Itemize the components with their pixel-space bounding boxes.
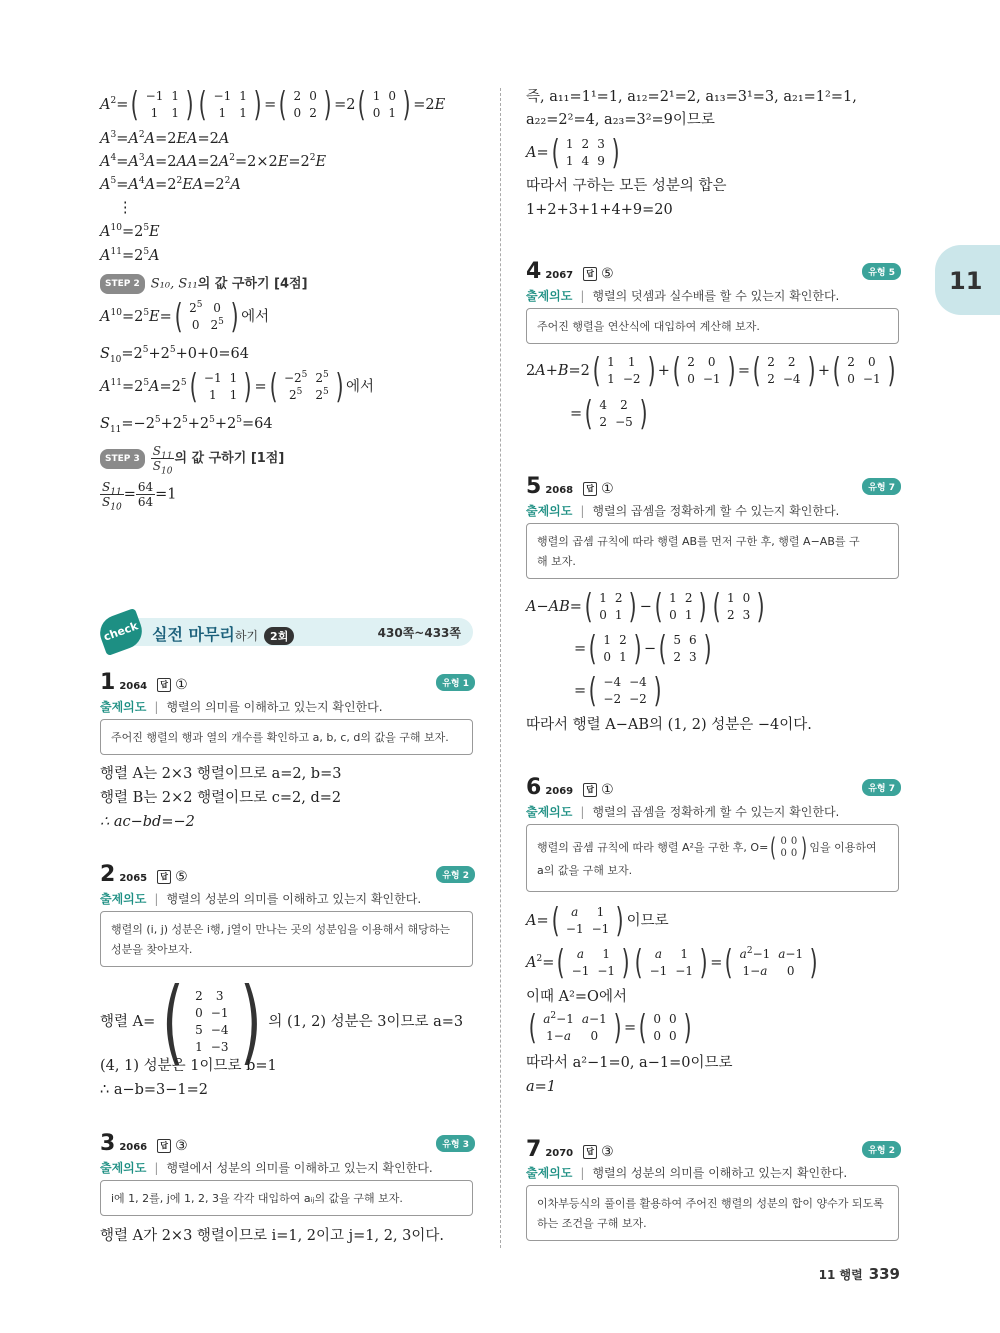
chapter-number: 11 [949,267,983,295]
type-badge: 유형 2 [862,1141,901,1158]
q1-line-3: ∴ ac−bd=−2 [100,814,195,830]
banner-pages: 430쪽~433쪽 [377,626,461,640]
answer-icon: 답 [583,1145,597,1159]
answer-icon: 답 [583,482,597,496]
question-6-hint: 행렬의 곱셈 규칙에 따라 행렬 A²을 구한 후, O= ( 0 0 0 0 ) 임을 이용하여 a의 값을 구해 보자. [526,824,899,892]
answer-icon: 답 [157,870,171,884]
eq-a3: $A^3=A^2A=2EA=2A$ [100,130,230,147]
q5-eq-1: A−AB= ( 1 2 0 1 ) − ( 1 2 0 1 ) ( 1 0 2 3 ) [526,587,765,627]
question-6-intent: 출제의도 | 행렬의 곱셈을 정확하게 할 수 있는지 확인한다. [526,805,840,819]
question-5-intent: 출제의도 | 행렬의 곱셈을 정확하게 할 수 있는지 확인한다. [526,504,840,518]
answer-icon: 답 [583,783,597,797]
type-badge: 유형 5 [862,263,901,280]
type-badge: 유형 7 [862,478,901,495]
question-1-hint: 주어진 행렬의 행과 열의 개수를 확인하고 a, b, c, d의 값을 구해 보자. [100,719,473,755]
question-2-intent: 출제의도 | 행렬의 성분의 의미를 이해하고 있는지 확인한다. [100,892,422,906]
type-badge: 유형 2 [436,866,475,883]
eq-a5: $A^5=A^4A=2^2EA=2^2A$ [100,176,241,193]
question-2-header: 2 2065 답 ⑤ 유형 2 [100,862,475,886]
q1-line-1: 행렬 A는 2×3 행렬이므로 a=2, b=3 [100,766,342,782]
q5-eq-2: = ( 1 2 0 1 ) − ( 5 6 2 3 ) [574,629,712,669]
rt-line-3: 따라서 구하는 모든 성분의 합은 [526,178,727,194]
eq-s10: $S_{10}=2^5+2^5+0+0=64$ [100,345,249,365]
question-5-hint: 행렬의 곱셈 규칙에 따라 행렬 AB를 먼저 구한 후, 행렬 A−AB를 구 해 보자. [526,523,899,579]
q5-eq-3: = ( −4 −4 −2 −2 ) [574,671,662,711]
check-tag: check [95,608,147,656]
q4-eq-1: 2A+B=2 ( 1 1 1 −2 ) + ( 2 0 0 −1 ) = ( 2 2 2 −4 ) + ( 2 0 0 −1 ) [526,351,896,391]
eq-a11: $A^{11}=2^5A$ [100,247,160,264]
q6-line-1: 따라서 a²−1=0, a−1=0이므로 [526,1055,733,1071]
round-badge: 2회 [264,627,294,645]
q3-line-1: 행렬 A가 2×3 행렬이므로 i=1, 2이고 j=1, 2, 3이다. [100,1228,445,1244]
rt-line-1: 즉, a₁₁=1¹=1, a₁₂=2¹=2, a₁₃=3¹=3, a₂₁=1²=1, [526,89,857,105]
question-7-intent: 출제의도 | 행렬의 성분의 의미를 이해하고 있는지 확인한다. [526,1166,848,1180]
chapter-tab [935,245,1000,315]
eq-s11: $S_{11}=-2^5+2^5+2^5+2^5=64$ [100,415,273,435]
question-3-hint: i에 1, 2를, j에 1, 2, 3을 각각 대입하여 aᵢⱼ의 값을 구해 보자. [100,1180,473,1216]
question-6-header: 6 2069 답 ① 유형 7 [526,775,901,799]
step3-badge: STEP 3 [100,449,145,469]
type-badge: 유형 1 [436,674,475,691]
question-3-header: 3 2066 답 ③ 유형 3 [100,1131,475,1155]
q5-line-1: 따라서 행렬 A−AB의 (1, 2) 성분은 −4이다. [526,717,812,733]
question-2-hint: 행렬의 (i, j) 성분은 i행, j열이 만나는 곳의 성분임을 이용해서 해당하는 성분을 찾아보자. [100,911,473,967]
q6-eq-zero: ( $a^2-1$ a−1 1−a 0 ) = ( 0 0 0 0 ) [528,1008,692,1048]
rt-line-2: a₂₂=2²=4, a₂₃=3²=9이므로 [526,112,715,128]
type-badge: 유형 3 [436,1135,475,1152]
step2-heading: STEP 2 S₁₀, S₁₁의 값 구하기 [4점] [100,274,308,294]
banner-title: 실전 마무리하기 2회 [152,622,294,645]
q6-eq-a2: $A^2=$ ( a 1 −1 −1 ) ( a 1 −1 −1 ) = ( $a^2-1$ a−1 1−a 0 ) [526,943,818,983]
q6-eq-a: A= ( a 1 −1 −1 ) 이므로 [526,901,669,941]
eq-a10: $A^{10}=2^5E$ [100,223,160,240]
question-7-header: 7 2070 답 ③ 유형 2 [526,1137,901,1161]
question-4-header: 4 2067 답 ⑤ 유형 5 [526,259,901,283]
step2-badge: STEP 2 [100,274,145,294]
question-4-intent: 출제의도 | 행렬의 덧셈과 실수배를 할 수 있는지 확인한다. [526,289,840,303]
eq-a2: $A^2=$ ( −1 1 1 1 ) ( −1 1 1 1 ) = ( 2 0 0 2 ) =2 ( 1 0 0 1 ) =2E [100,85,446,125]
q6-line-2: a=1 [526,1079,557,1095]
q6-line-ittae: 이때 A²=O에서 [526,989,627,1005]
answer-icon: 답 [157,678,171,692]
q2-line-1: (4, 1) 성분은 1이므로 b=1 [100,1058,277,1074]
footer-chapter: 11 행렬 [818,1268,863,1282]
column-divider [500,88,501,1248]
eq-a4: $A^4=A^3A=2AA=2A^2=2\times 2E=2^2E$ [100,153,327,170]
eq-a10-matrix: $A^{10}=2^5E=$ ( $2^5$ 0 0 $2^5$ ) 에서 [100,297,270,337]
type-badge: 유형 7 [862,779,901,796]
page-number: 339 [868,1265,900,1283]
eq-a11-matrix: $A^{11}=2^5A=2^5$ ( −1 1 1 1 ) = ( $-2^5$ $2^5$ $2^5$ $2^5$ ) 에서 [100,367,375,407]
practice-banner [100,614,475,650]
question-1-intent: 출제의도 | 행렬의 의미를 이해하고 있는지 확인한다. [100,700,383,714]
answer-icon: 답 [157,1139,171,1153]
q1-line-2: 행렬 B는 2×2 행렬이므로 c=2, d=2 [100,790,342,806]
rt-line-4: 1+2+3+1+4+9=20 [526,202,673,218]
rt-matrix-a: A= ( 1 2 3 1 4 9 ) [526,133,620,173]
q2-matrix-line: 행렬 A= ( 2 3 0 −1 5 −4 1 −3 ) 의 (1, 2) 성분은 3이므로 a=3 [100,968,464,1075]
eq-ratio: $\frac{S_{11}}{S_{10}}$ = $\frac{64}{64}$ =1 [102,480,177,513]
q2-line-2: ∴ a−b=3−1=2 [100,1082,209,1098]
question-7-hint: 이차부등식의 풀이를 활용하여 주어진 행렬의 성분의 합이 양수가 되도록 하는 조건을 구해 보자. [526,1185,899,1241]
step3-heading: STEP 3 $\frac{S_{11}}{S_{10}}$ 의 값 구하기 [1점] [100,444,284,473]
page-footer [819,1265,900,1283]
question-4-hint: 주어진 행렬을 연산식에 대입하여 계산해 보자. [526,308,899,344]
question-5-header: 5 2068 답 ① 유형 7 [526,474,901,498]
vdots: ⋮ [118,200,133,216]
question-1-header: 1 2064 답 ① 유형 1 [100,670,475,694]
q4-eq-2: = ( 4 2 2 −5 ) [570,394,648,434]
question-3-intent: 출제의도 | 행렬에서 성분의 의미를 이해하고 있는지 확인한다. [100,1161,433,1175]
answer-icon: 답 [583,267,597,281]
